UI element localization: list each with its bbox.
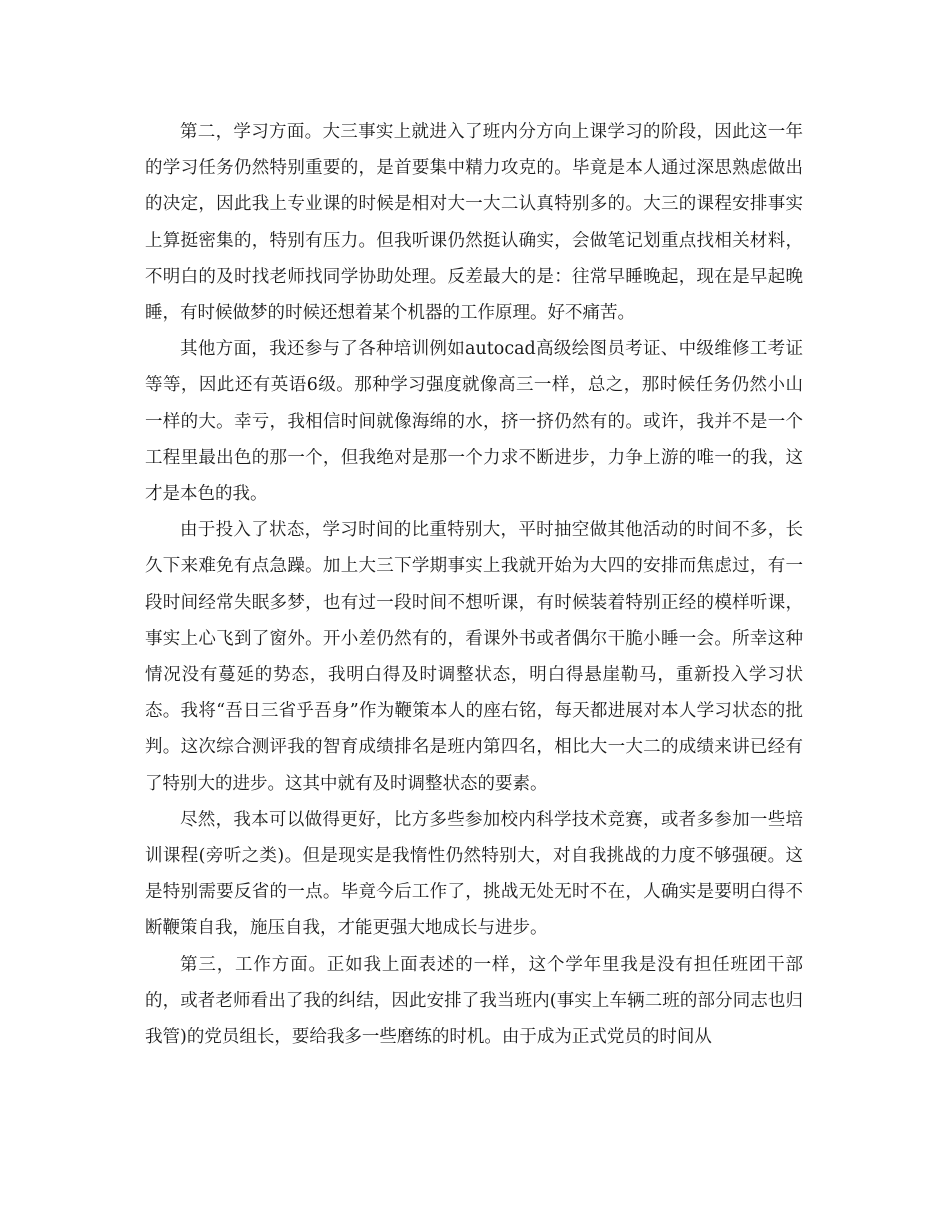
- paragraph-work: 第三，工作方面。正如我上面表述的一样，这个学年里我是没有担任班团干部的，或者老师看出了我的纠结，因此安排了我当班内(事实上车辆二班的部分同志也归我管)的党员组长，要给我多一些磨练的时机。由于成为正式党员的时间从: [145, 954, 803, 1048]
- paragraph-adjustment: 由于投入了状态，学习时间的比重特别大，平时抽空做其他活动的时间不多，长久下来难免有点急躁。加上大三下学期事实上我就开始为大四的安排而焦虑过，有一段时间经常失眠多梦，也有过一段时间不想听课，有时候装着特别正经的模样听课，事实上心飞到了窗外。开小差仍然有的，看课外书或者偶尔干脆小睡一会。所幸这种情况没有蔓延的势态，我明白得及时调整状态，明白得悬崖勒马，重新投入学习状态。我将“吾日三省乎吾身”作为鞭策本人的座右铭，每天都进展对本人学习状态的批判。这次综合测评我的智育成绩排名是班内第四名，相比大一大二的成绩来讲已经有了特别大的进步。这其中就有及时调整状态的要素。: [145, 520, 803, 794]
- paragraph-study: 第二，学习方面。大三事实上就进入了班内分方向上课学习的阶段，因此这一年的学习任务仍然特别重要的，是首要集中精力攻克的。毕竟是本人通过深思熟虑做出的决定，因此我上专业课的时候是相对大一大二认真特别多的。大三的课程安排事实上算挺密集的，特别有压力。但我听课仍然挺认确实，会做笔记划重点找相关材料，不明白的及时找老师找同学协助处理。反差最大的是：往常早睡晚起，现在是早起晚睡，有时候做梦的时候还想着某个机器的工作原理。好不痛苦。: [145, 122, 803, 324]
- paragraph-reflection: 尽然，我本可以做得更好，比方多些参加校内科学技术竞赛，或者多参加一些培训课程(旁听之类)。但是现实是我惰性仍然特别大，对自我挑战的力度不够强硬。这是特别需要反省的一点。毕竟今后工作了，挑战无处无时不在，人确实是要明白得不断鞭策自我，施压自我，才能更强大地成长与进步。: [145, 809, 803, 939]
- paragraph-other: 其他方面，我还参与了各种培训例如autocad高级绘图员考证、中级维修工考证等等，因此还有英语6级。那种学习强度就像高三一样，总之，那时候任务仍然小山一样的大。幸亏，我相信时间就像海绵的水，挤一挤仍然有的。或许，我并不是一个工程里最出色的那一个，但我绝对是那一个力求不断进步，力争上游的唯一的我，这才是本色的我。: [145, 339, 803, 505]
- document-body: [145, 114, 803, 1055]
